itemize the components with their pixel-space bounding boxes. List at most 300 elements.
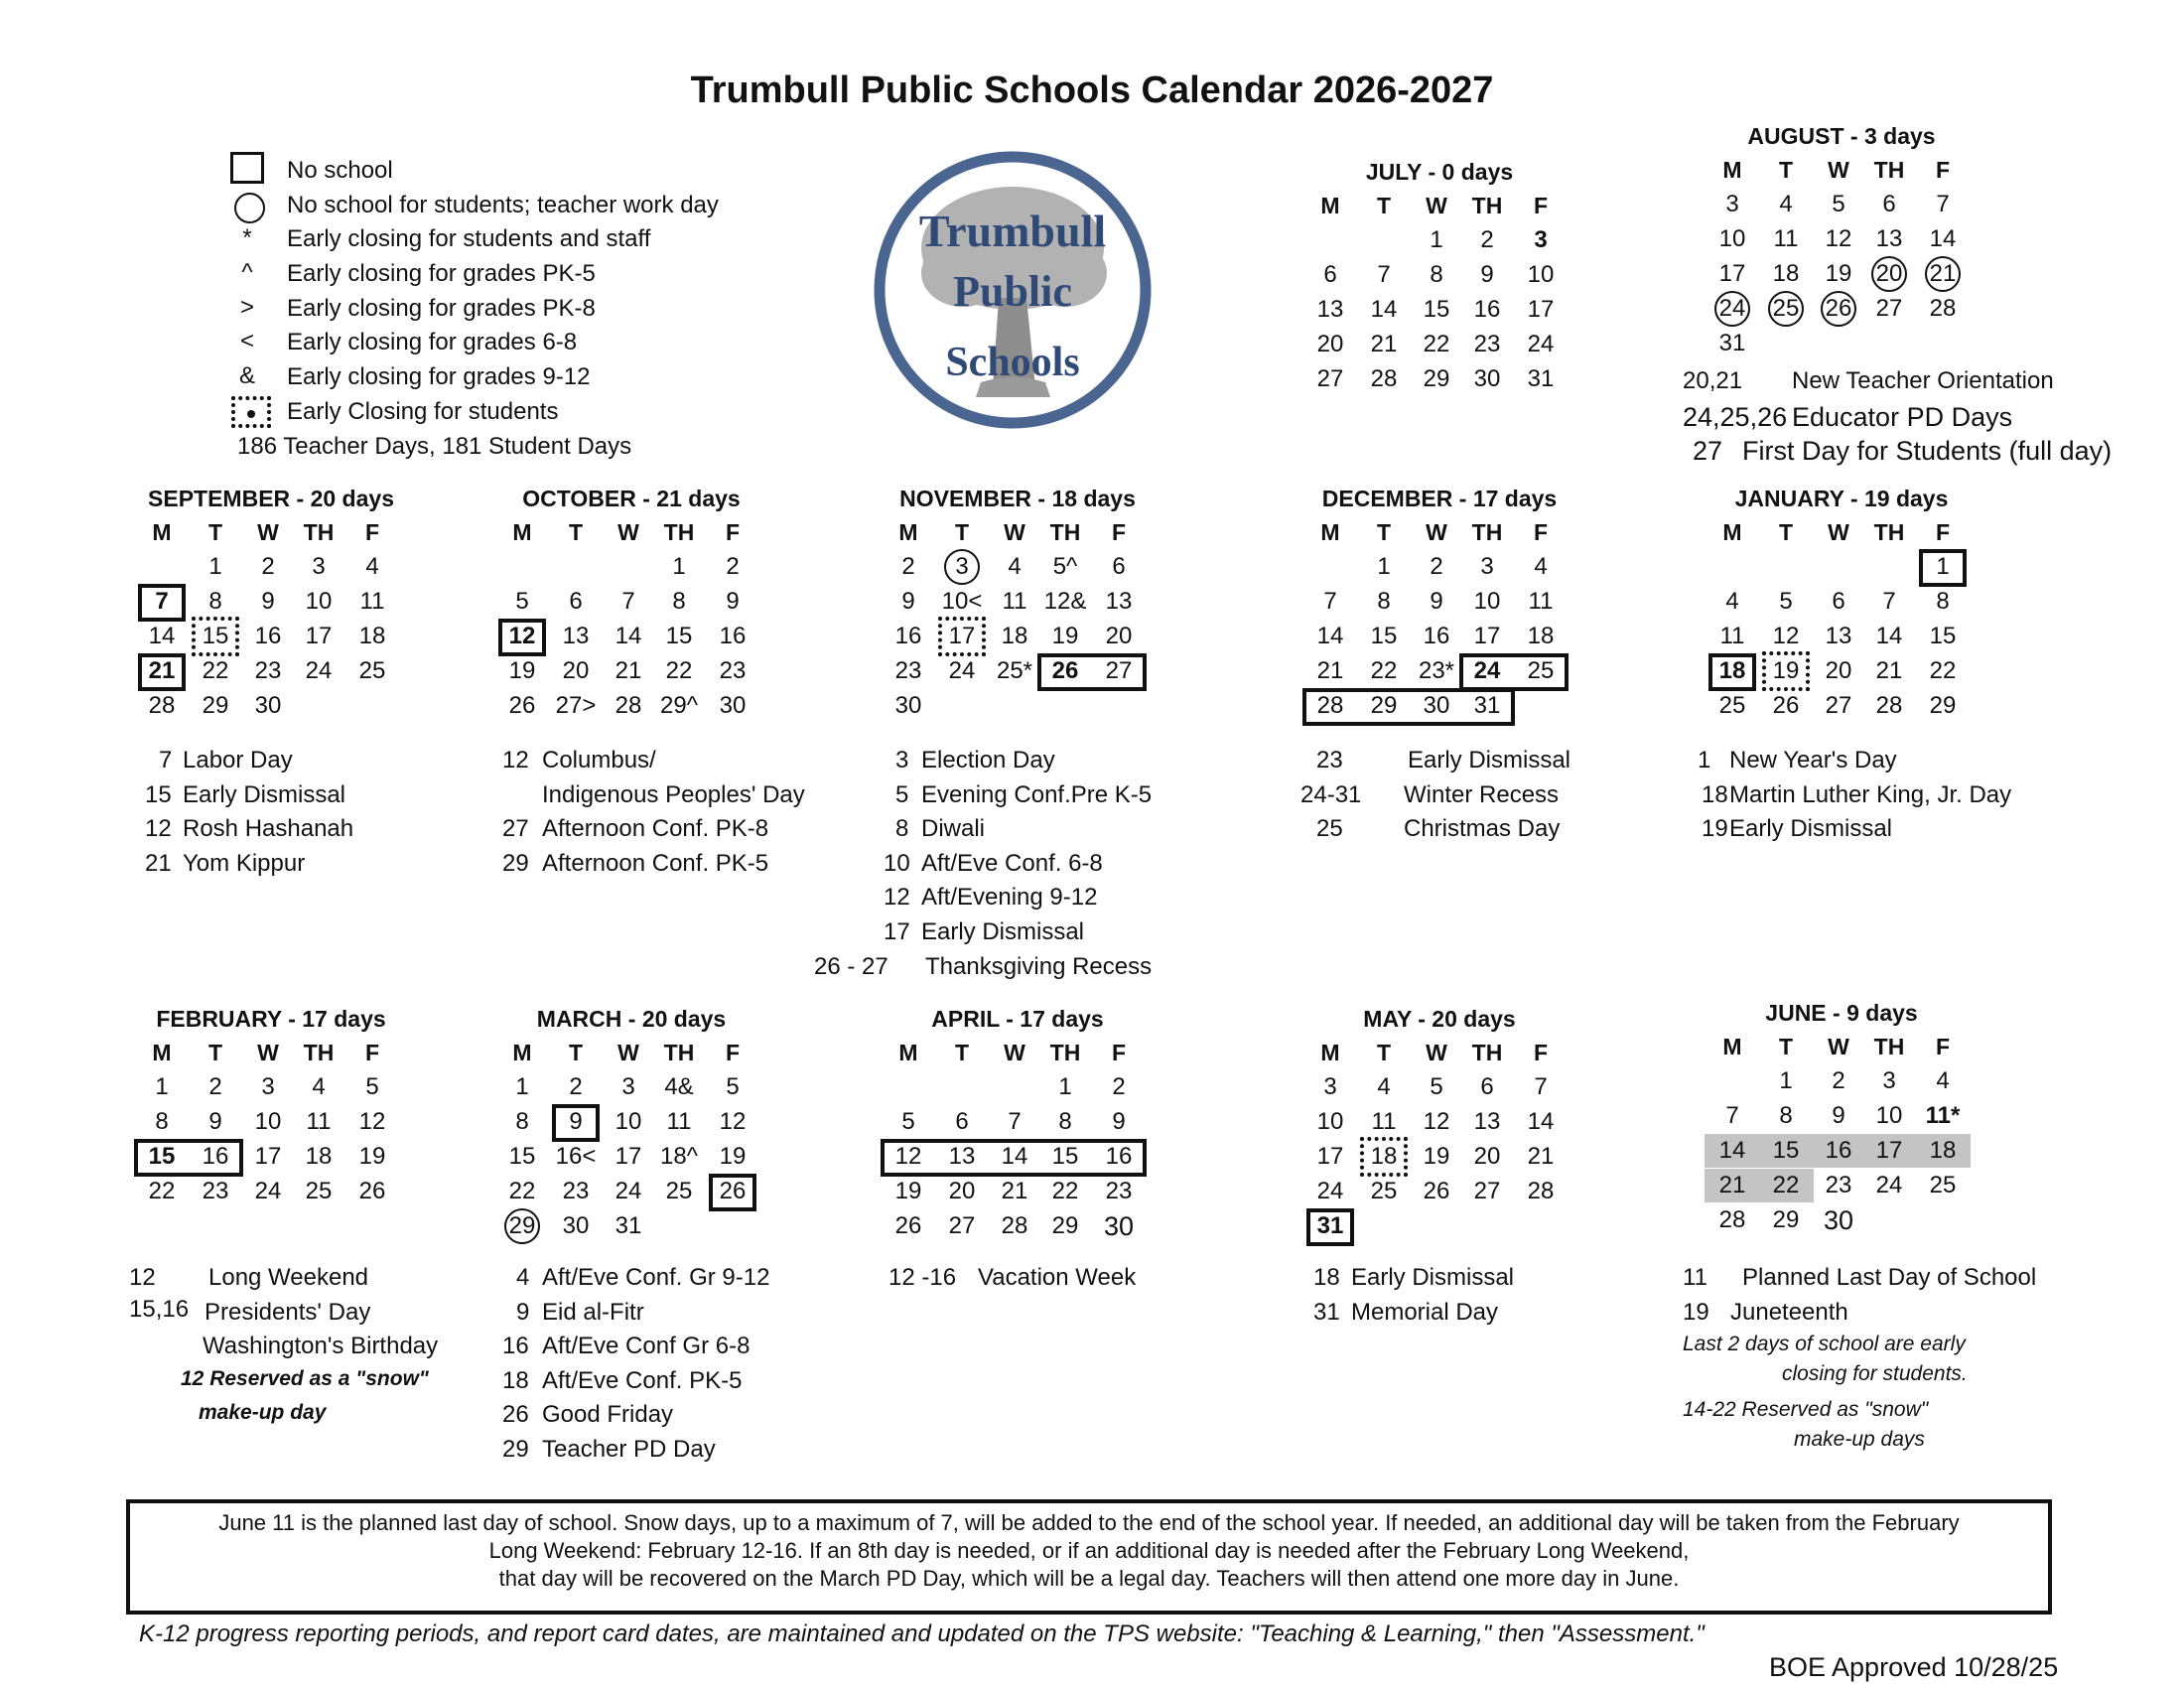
day-cell: 8 — [1430, 261, 1443, 288]
day-cell: 8 — [1058, 1108, 1072, 1135]
weekday-header: TH — [1873, 519, 1905, 545]
day-cell: 12 — [358, 1108, 386, 1135]
day-cell: 3 — [1534, 226, 1548, 253]
note-text: make-up days — [1794, 1428, 1925, 1452]
weekday-header: T — [1376, 193, 1392, 218]
day-cell: 17 — [1718, 260, 1746, 287]
notes-march — [502, 1264, 820, 1471]
day-cell: 12 — [1423, 1108, 1450, 1135]
day-cell: 9 — [1832, 1102, 1845, 1129]
note-text: Martin Luther King, Jr. Day — [1729, 780, 2012, 808]
day-cell: 7 — [1008, 1108, 1022, 1135]
day-cell: 28 — [1929, 295, 1957, 322]
weekday-header: TH — [663, 519, 695, 545]
note-text: Long Weekend — [208, 1264, 369, 1291]
note-text: Aft/Eve Conf. 6-8 — [921, 849, 1103, 877]
day-cell: 5 — [901, 1108, 915, 1135]
notes-september — [139, 747, 457, 884]
teacher-work-day-circle-icon — [234, 193, 265, 223]
weekday-header: TH — [1873, 1034, 1905, 1059]
weekday-header: M — [152, 519, 172, 545]
legend-row-early-closing-pk5 — [223, 257, 839, 292]
weekday-header: TH — [1471, 193, 1503, 218]
day-cell: 16 — [719, 623, 747, 649]
day-cell: 25 — [1718, 692, 1746, 719]
day-cell: 23 — [894, 657, 922, 684]
notes-january — [1698, 747, 2095, 850]
day-cell: 10 — [1473, 588, 1501, 615]
day-cell: 17 — [935, 620, 989, 653]
day-cell: 19 — [358, 1143, 386, 1170]
day-cell: 22 — [508, 1178, 536, 1204]
day-cell: 6 — [1480, 1073, 1494, 1100]
day-cell: 2 — [208, 1073, 222, 1100]
note-date: 29 — [502, 1435, 529, 1463]
weekday-header: TH — [1873, 157, 1905, 183]
day-cell: 26 — [508, 692, 536, 719]
day-cell: 2 — [1480, 226, 1494, 253]
day-cell: 13 — [1316, 296, 1344, 323]
weekday-header: TH — [1049, 1040, 1081, 1065]
day-cell: 19 — [508, 657, 536, 684]
weekday-header: T — [1376, 1040, 1392, 1065]
day-cell: 29 — [1929, 692, 1957, 719]
day-cell: 10 — [254, 1108, 282, 1135]
weekday-header: TH — [303, 1040, 335, 1065]
day-cell: 31 — [1527, 365, 1555, 392]
page-title: Trumbull Public Schools Calendar 2026-2027 — [690, 70, 1494, 111]
month-july — [1291, 159, 1588, 397]
day-cell: 2 — [569, 1073, 583, 1100]
day-cell: 30 — [719, 692, 747, 719]
day-cell: 28 — [1527, 1178, 1555, 1204]
legend-label: Early closing for grades PK-8 — [287, 294, 596, 322]
note-date: 11 — [1683, 1264, 1707, 1291]
day-cell: 1 — [208, 553, 222, 580]
note-text: 14-22 Reserved as "snow" — [1683, 1398, 1929, 1422]
day-cell: 24 — [1527, 331, 1555, 357]
day-cell: 7 — [1377, 261, 1391, 288]
day-cell: 1 — [1936, 553, 1950, 580]
day-cell: 14 — [1316, 623, 1344, 649]
note-date: 5 — [895, 780, 909, 808]
day-cell: 29 — [1772, 1206, 1800, 1233]
note-date: 25 — [1316, 815, 1343, 843]
day-cell: 2 — [1832, 1067, 1845, 1094]
weekday-header: F — [364, 519, 380, 545]
teacher-student-days: 186 Teacher Days, 181 Student Days — [237, 432, 632, 460]
day-cell: 24 — [948, 657, 976, 684]
day-cell: 13 — [948, 1143, 976, 1170]
note-text: Vacation Week — [978, 1264, 1137, 1291]
day-cell: 30 — [894, 692, 922, 719]
day-cell: 9 — [901, 588, 915, 615]
day-cell: 21 — [614, 657, 642, 684]
day-cell: 3 — [1725, 191, 1739, 217]
day-cell: 12 — [508, 623, 536, 649]
day-cell: 7 — [1882, 588, 1896, 615]
day-cell: 4 — [1534, 553, 1548, 580]
logo-line-2: Public — [953, 267, 1072, 316]
day-cell: 4 — [312, 1073, 326, 1100]
day-cell: 17 — [1316, 1143, 1344, 1170]
weekday-header: TH — [1471, 519, 1503, 545]
weekday-header: M — [512, 1040, 532, 1065]
month-title: JANUARY - 19 days — [1734, 486, 1949, 511]
weekday-header: T — [1376, 519, 1392, 545]
weekday-header: F — [1533, 519, 1549, 545]
day-cell: 2 — [901, 553, 915, 580]
month-title: DECEMBER - 17 days — [1321, 486, 1558, 511]
month-october — [482, 486, 780, 724]
note-date: 1 — [1698, 747, 1711, 774]
day-cell: 21 — [1001, 1178, 1028, 1204]
day-cell: 9 — [1480, 261, 1494, 288]
weekday-header: W — [1426, 519, 1447, 545]
month-title: JULY - 0 days — [1365, 159, 1514, 185]
day-cell: 16 — [894, 623, 922, 649]
month-june — [1693, 1000, 1990, 1238]
day-cell: 4& — [664, 1073, 694, 1100]
note-text: Good Friday — [542, 1401, 674, 1429]
day-cell: 7 — [1936, 191, 1950, 217]
note-text: First Day for Students (full day) — [1742, 436, 2113, 467]
day-cell: 13 — [1105, 588, 1133, 615]
weekday-header: W — [1426, 1040, 1447, 1065]
day-cell: 17 — [254, 1143, 282, 1170]
weekday-header: M — [1722, 519, 1742, 545]
note-text: Teacher PD Day — [542, 1435, 716, 1463]
weekday-header: M — [1320, 193, 1340, 218]
weekday-header: F — [1533, 1040, 1549, 1065]
day-cell: 12 — [719, 1108, 747, 1135]
day-cell: 28 — [1370, 365, 1398, 392]
day-cell: 30 — [1423, 692, 1450, 719]
note-text: Aft/Evening 9-12 — [921, 884, 1098, 912]
day-cell: 4 — [1725, 588, 1739, 615]
note-text: Aft/Eve Conf Gr 6-8 — [542, 1333, 751, 1360]
weekday-header: M — [1722, 1034, 1742, 1059]
day-cell: 30 — [1823, 1205, 1854, 1235]
day-cell: 18 — [1772, 260, 1800, 287]
weekday-header: W — [617, 519, 639, 545]
day-cell: 20 — [1862, 257, 1916, 291]
day-cell: 4 — [1779, 191, 1793, 217]
note-date: 10 — [884, 849, 910, 877]
day-cell: 17 — [305, 623, 333, 649]
day-cell: 3 — [621, 1073, 635, 1100]
day-cell: 24 — [1875, 1172, 1903, 1198]
day-cell: 15 — [508, 1143, 536, 1170]
day-cell: 5 — [365, 1073, 379, 1100]
day-cell: 13 — [562, 623, 590, 649]
day-cell: 27 — [948, 1212, 976, 1239]
day-cell: 31 — [1316, 1212, 1344, 1239]
day-cell: 29 — [1423, 365, 1450, 392]
note-date: 16 — [502, 1333, 529, 1360]
day-cell: 21 — [1875, 657, 1903, 684]
day-cell: 26 — [1812, 292, 1865, 326]
note-text: Aft/Eve Conf. PK-5 — [542, 1366, 743, 1394]
day-cell: 23 — [254, 657, 282, 684]
month-february — [122, 1006, 420, 1244]
day-cell: 17 — [614, 1143, 642, 1170]
note-text: Educator PD Days — [1792, 401, 2013, 432]
note-text: Aft/Eve Conf. Gr 9-12 — [542, 1264, 770, 1291]
day-cell: 4 — [365, 553, 379, 580]
weekday-header: T — [1778, 519, 1794, 545]
notes-may — [1313, 1264, 1611, 1333]
note-text: Last 2 days of school are early — [1683, 1333, 1966, 1356]
day-cell: 18 — [1718, 657, 1746, 684]
no-school-day-box — [552, 1104, 600, 1142]
no-school-range-box — [134, 1139, 243, 1177]
note-date: 27 — [1693, 436, 1723, 467]
note-text: closing for students. — [1782, 1362, 1968, 1386]
day-cell: 10< — [941, 588, 983, 615]
day-cell: 3 — [1882, 1067, 1896, 1094]
day-cell: 13 — [1825, 623, 1852, 649]
note-text: Early Dismissal — [1729, 815, 1893, 843]
no-school-day-box — [1919, 549, 1967, 587]
day-cell: 10 — [1527, 261, 1555, 288]
note-date: 15 — [145, 780, 172, 808]
note-date: 7 — [159, 747, 173, 774]
note-text: Afternoon Conf. PK-8 — [542, 815, 769, 843]
weekday-header: M — [152, 1040, 172, 1065]
day-cell: 8 — [672, 588, 686, 615]
day-cell: 5 — [1832, 191, 1845, 217]
snow-day-policy-box — [126, 1499, 2052, 1615]
note-date: 4 — [516, 1264, 530, 1291]
day-cell: 29 — [495, 1209, 549, 1243]
policy-line-3: that day will be recovered on the March PD Day, which will be a legal day. Teachers will then attend one more day in June. — [498, 1566, 1680, 1591]
month-december — [1291, 486, 1588, 724]
note-text: Juneteenth — [1730, 1298, 1848, 1326]
note-date: 19 — [1702, 815, 1728, 843]
day-cell: 1 — [515, 1073, 529, 1100]
month-title: JUNE - 9 days — [1765, 1000, 1918, 1026]
day-cell: 22 — [1758, 1169, 1814, 1202]
day-cell: 26 — [1423, 1178, 1450, 1204]
day-cell: 28 — [1875, 692, 1903, 719]
day-cell: 10 — [614, 1108, 642, 1135]
weekday-header: T — [954, 1040, 970, 1065]
weekday-header: F — [1111, 1040, 1127, 1065]
day-cell: 21 — [1316, 657, 1344, 684]
tree-logo-icon — [872, 149, 1154, 431]
weekday-header: W — [1828, 519, 1849, 545]
day-cell: 4 — [1377, 1073, 1391, 1100]
day-cell: 26 — [1051, 657, 1079, 684]
note-text: Evening Conf.Pre K-5 — [921, 780, 1153, 808]
day-cell: 6 — [1832, 588, 1845, 615]
day-cell: 20 — [1316, 331, 1344, 357]
day-cell: 23* — [1418, 657, 1455, 684]
note-text: Early Dismissal — [921, 917, 1085, 945]
day-cell: 9 — [208, 1108, 222, 1135]
notes-february — [129, 1264, 467, 1436]
day-cell: 16 — [1423, 623, 1450, 649]
day-cell: 11 — [1528, 588, 1554, 615]
day-cell: 30 — [562, 1212, 590, 1239]
day-cell: 22 — [1051, 1178, 1079, 1204]
day-cell: 7 — [155, 588, 169, 615]
day-cell: 11 — [1719, 623, 1745, 649]
month-march — [482, 1006, 780, 1244]
day-cell: 23 — [202, 1178, 229, 1204]
note-date: 9 — [516, 1298, 530, 1326]
weekday-header: M — [1722, 157, 1742, 183]
day-cell: 30 — [1103, 1211, 1135, 1241]
legend-label: Early closing for grades 9-12 — [287, 363, 591, 391]
note-date: 26 — [502, 1401, 529, 1429]
weekday-header: F — [1935, 519, 1951, 545]
day-cell: 18 — [305, 1143, 333, 1170]
note-date: 12 — [145, 815, 172, 843]
day-cell: 20 — [1105, 623, 1133, 649]
day-cell: 27 — [1105, 657, 1133, 684]
notes-october — [502, 747, 840, 884]
day-cell: 24 — [1706, 292, 1759, 326]
no-school-range-box — [1037, 653, 1147, 691]
weekday-header: W — [1426, 193, 1447, 218]
day-cell: 8 — [1936, 588, 1950, 615]
day-cell: 12 — [1772, 623, 1800, 649]
day-cell: 21 — [1370, 331, 1398, 357]
legend-row-day-counts — [223, 430, 839, 465]
day-cell: 12& — [1043, 588, 1087, 615]
day-cell: 21 — [1705, 1169, 1760, 1202]
day-cell: 19 — [894, 1178, 922, 1204]
day-cell: 28 — [614, 692, 642, 719]
day-cell: 25 — [1370, 1178, 1398, 1204]
day-cell: 29^ — [660, 692, 698, 719]
legend-symbol: ^ — [241, 259, 253, 287]
month-title: SEPTEMBER - 20 days — [148, 486, 394, 511]
day-cell: 19 — [1759, 654, 1813, 688]
day-cell: 29 — [1051, 1212, 1079, 1239]
day-cell: 3 — [1323, 1073, 1337, 1100]
weekday-header: M — [512, 519, 532, 545]
weekday-header: W — [1828, 1034, 1849, 1059]
weekday-header: F — [1935, 1034, 1951, 1059]
day-cell: 11 — [666, 1108, 692, 1135]
day-cell: 9 — [1430, 588, 1443, 615]
day-cell: 8 — [1779, 1102, 1793, 1129]
legend-row-early-closing-6-8 — [223, 326, 839, 360]
day-cell: 22 — [665, 657, 693, 684]
weekday-header: T — [954, 519, 970, 545]
day-cell: 11 — [1371, 1108, 1397, 1135]
weekday-header: M — [1320, 1040, 1340, 1065]
day-cell: 8 — [515, 1108, 529, 1135]
legend-symbol: > — [239, 293, 254, 321]
notes-june — [1683, 1264, 2080, 1463]
policy-line-1: June 11 is the planned last day of school. Snow days, up to a maximum of 7, will be added to the end of the school year. If needed, an additional day will be taken from the February — [218, 1510, 1960, 1535]
day-cell: 20 — [1473, 1143, 1501, 1170]
weekday-header: F — [725, 1040, 741, 1065]
day-cell: 16< — [555, 1143, 597, 1170]
day-cell: 12 — [894, 1143, 922, 1170]
legend-label: Early closing for grades 6-8 — [287, 329, 578, 356]
day-cell: 2 — [1430, 553, 1443, 580]
day-cell: 5 — [515, 588, 529, 615]
day-cell: 23 — [1105, 1178, 1133, 1204]
day-cell: 25 — [358, 657, 386, 684]
day-cell: 23 — [1473, 331, 1501, 357]
note-text: New Year's Day — [1729, 747, 1897, 774]
month-title: AUGUST - 3 days — [1747, 123, 1936, 149]
policy-line-2: Long Weekend: February 12-16. If an 8th day is needed, or if an additional day is needed after the February Long Weekend, — [488, 1538, 1690, 1563]
note-date: 20,21 — [1683, 367, 1743, 394]
month-title: MARCH - 20 days — [536, 1006, 727, 1032]
day-cell: 16 — [254, 623, 282, 649]
note-date: 27 — [502, 815, 529, 843]
day-cell: 28 — [1001, 1212, 1028, 1239]
day-cell: 6 — [569, 588, 583, 615]
note-text: Labor Day — [183, 747, 293, 774]
note-text: Thanksgiving Recess — [925, 952, 1153, 980]
day-cell: 27 — [1316, 365, 1344, 392]
day-cell: 5 — [1430, 1073, 1443, 1100]
day-cell: 6 — [1323, 261, 1337, 288]
day-cell: 1 — [155, 1073, 169, 1100]
legend-label: Early closing for students and staff — [287, 225, 651, 253]
note-text: Memorial Day — [1351, 1298, 1499, 1326]
legend-row-early-closing-pk8 — [223, 292, 839, 327]
note-text: Afternoon Conf. PK-5 — [542, 849, 769, 877]
note-date: 18 — [502, 1366, 529, 1394]
note-date: 31 — [1313, 1298, 1340, 1326]
no-school-box-icon — [230, 152, 264, 184]
weekday-header: T — [1778, 1034, 1794, 1059]
day-cell: 3 — [312, 553, 326, 580]
day-cell: 22 — [148, 1178, 176, 1204]
note-date: 19 — [1683, 1298, 1709, 1326]
note-date: 24-31 — [1300, 780, 1362, 808]
day-cell: 12 — [1825, 225, 1852, 252]
day-cell: 8 — [208, 588, 222, 615]
weekday-header: F — [725, 519, 741, 545]
day-cell: 9 — [261, 588, 275, 615]
weekday-header: T — [568, 519, 584, 545]
note-date: 12 -16 — [888, 1264, 957, 1291]
day-cell: 24 — [305, 657, 333, 684]
note-date: 12 — [884, 884, 910, 912]
day-cell: 27 — [1825, 692, 1852, 719]
weekday-header: W — [617, 1040, 639, 1065]
day-cell: 28 — [1718, 1206, 1746, 1233]
day-cell: 31 — [1718, 330, 1746, 356]
note-date: 21 — [145, 849, 172, 877]
day-cell: 31 — [1473, 692, 1501, 719]
school-logo — [872, 149, 1154, 431]
no-school-range-box — [881, 1139, 1147, 1177]
day-cell: 15 — [1051, 1143, 1079, 1170]
day-cell: 11* — [1925, 1102, 1961, 1129]
month-september — [122, 486, 420, 724]
day-cell: 21 — [148, 657, 176, 684]
day-cell: 9 — [726, 588, 740, 615]
note-date: 15,16 — [129, 1295, 190, 1323]
day-cell: 16 — [1105, 1143, 1133, 1170]
day-cell: 29 — [1370, 692, 1398, 719]
weekday-header: W — [257, 519, 279, 545]
logo-line-3: Schools — [945, 340, 1080, 385]
no-school-day-box — [1306, 1208, 1354, 1246]
day-cell: 11 — [1773, 225, 1799, 252]
